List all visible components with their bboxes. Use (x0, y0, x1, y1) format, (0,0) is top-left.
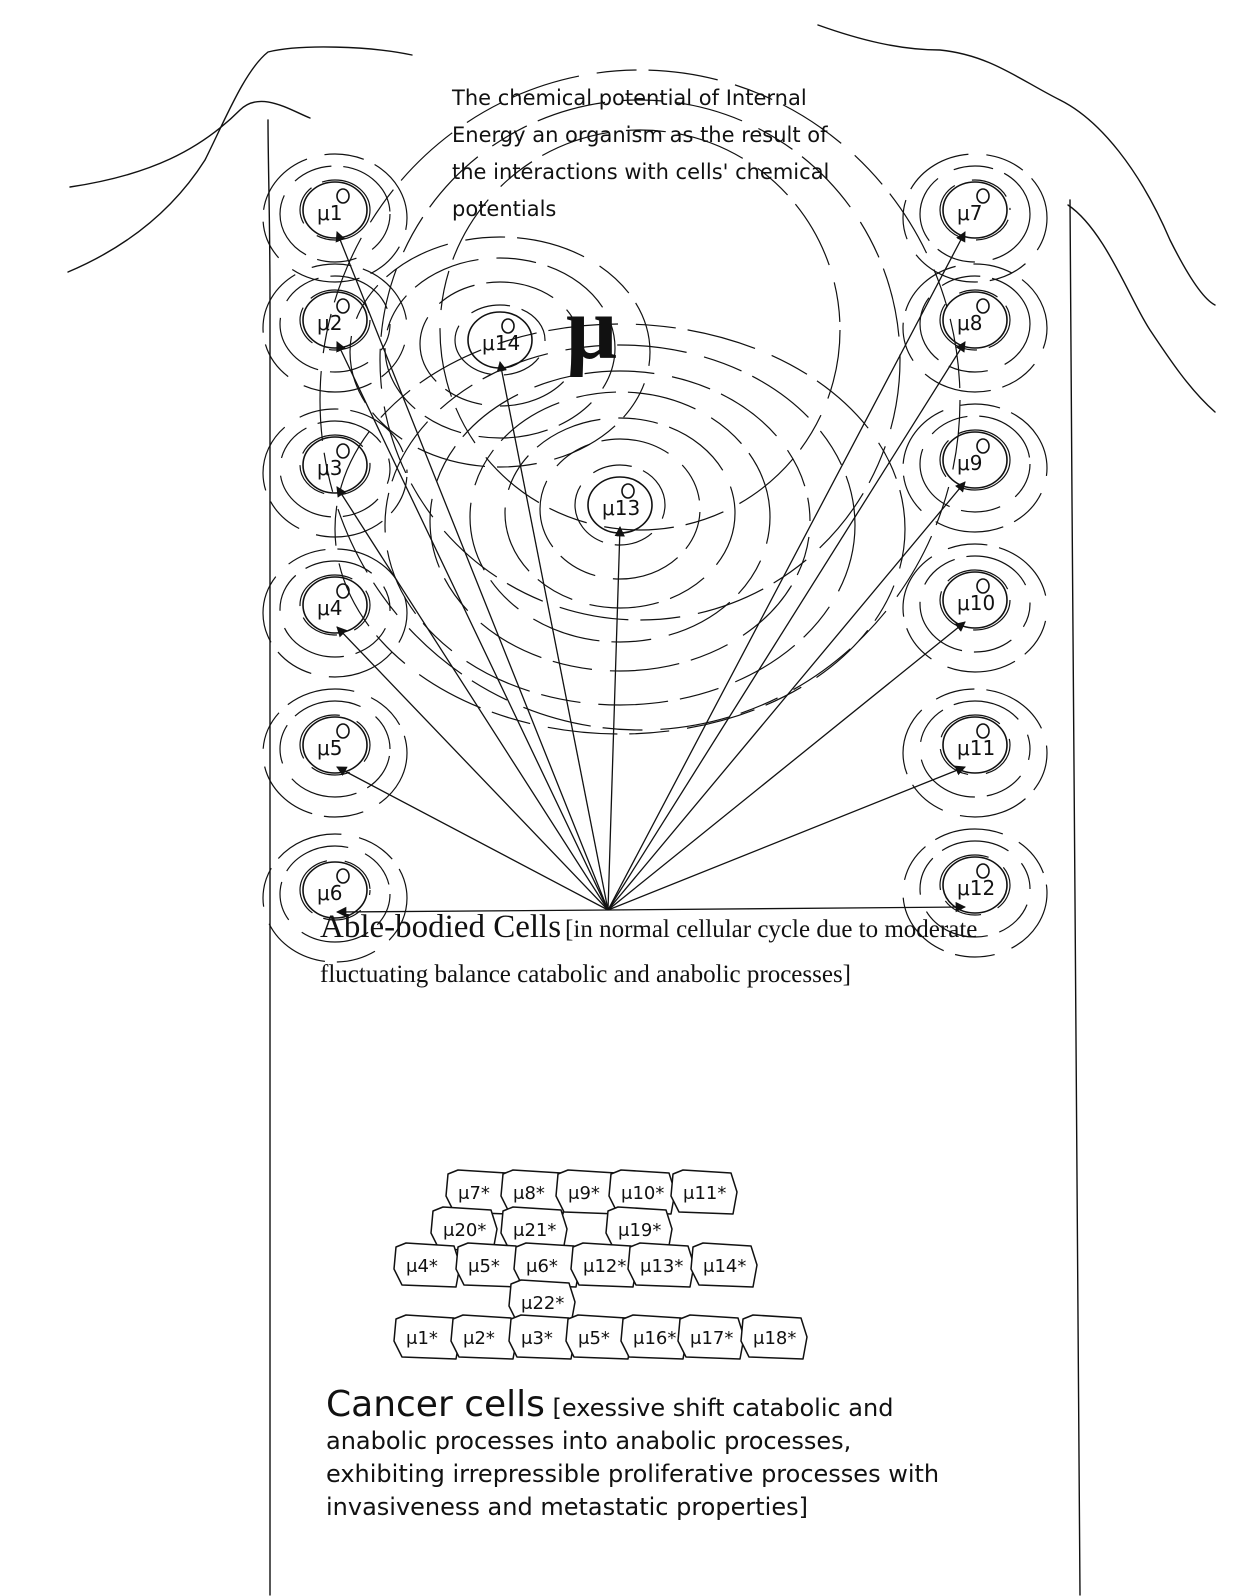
cancer-cell (621, 1315, 687, 1359)
cancer-cell (509, 1315, 575, 1359)
able-bodied-cells (303, 182, 1007, 918)
cancer-cell-label: μ13* (640, 1256, 684, 1277)
cell-label: μ8 (957, 311, 983, 335)
cell-label: μ4 (317, 596, 343, 620)
able-cell (943, 432, 1007, 488)
cancer-cell-label: μ17* (690, 1328, 734, 1349)
able-cell (943, 717, 1007, 773)
cancer-cell-label: μ5* (578, 1328, 610, 1349)
cancer-cell (571, 1243, 637, 1287)
cell-label: μ10 (957, 591, 996, 615)
cancer-cell-label: μ3* (521, 1328, 553, 1349)
cancer-cell (394, 1315, 460, 1359)
cancer-cell-label: μ14* (703, 1256, 747, 1277)
interaction-arrow (608, 232, 965, 910)
able-bodied-title: Able-bodied Cells (320, 909, 562, 945)
able-bodied-description: [in normal cellular cycle due to moderate fluctuating balance catabolic and anabolic processes] (320, 916, 978, 988)
cell-label: μ5 (317, 736, 343, 760)
cancer-cell-label: μ19* (618, 1220, 662, 1241)
cell-label: μ3 (317, 456, 343, 480)
interaction-arrow (608, 767, 965, 910)
able-cell (943, 572, 1007, 628)
cancer-cell (451, 1315, 517, 1359)
cell-label: μ13 (602, 496, 641, 520)
cell-label: μ12 (957, 876, 996, 900)
cancer-cell-label: μ8* (513, 1183, 545, 1204)
cancer-title: Cancer cells (326, 1384, 545, 1425)
cancer-cell (671, 1170, 737, 1214)
cancer-cell (691, 1243, 757, 1287)
interaction-arrow (608, 622, 965, 910)
cancer-caption (326, 1384, 966, 1524)
cancer-cell-label: μ10* (621, 1183, 665, 1204)
contour-ring (430, 371, 810, 671)
able-cell (303, 577, 367, 633)
cell-label: μ11 (957, 736, 996, 760)
cancer-cell (456, 1243, 522, 1287)
able-cell (303, 182, 367, 238)
interaction-arrows (337, 232, 965, 912)
interaction-arrow (608, 482, 965, 910)
able-cell (943, 857, 1007, 913)
interaction-arrow (608, 342, 965, 910)
cancer-cell-label: μ1* (406, 1328, 438, 1349)
organism-potential-note: The chemical potential of Internal Energy an organism as the result of the interactions with cells' chemical potentials (452, 86, 830, 221)
cancer-cell-cluster (394, 1170, 807, 1359)
interaction-arrow (337, 767, 608, 910)
cancer-cell (678, 1315, 744, 1359)
cancer-cell-label: μ5* (468, 1256, 500, 1277)
cancer-cell (741, 1315, 807, 1359)
cancer-cell-label: μ12* (583, 1256, 627, 1277)
cancer-cell-label: μ20* (443, 1220, 487, 1241)
cancer-cell-label: μ16* (633, 1328, 677, 1349)
contour-ring (385, 345, 855, 705)
cancer-cell-label: μ7* (458, 1183, 490, 1204)
able-cell (468, 312, 532, 368)
interaction-arrow (337, 627, 608, 910)
able-cell (588, 477, 652, 533)
able-cell (943, 182, 1007, 238)
body-outline (68, 25, 1215, 1595)
able-cell (943, 292, 1007, 348)
cell-label: μ2 (317, 311, 343, 335)
cancer-cell-label: μ18* (753, 1328, 797, 1349)
cell-label: μ7 (957, 201, 983, 225)
cancer-cell-label: μ22* (521, 1293, 565, 1314)
interaction-arrow (500, 362, 608, 910)
cancer-cell (628, 1243, 694, 1287)
cell-label: μ9 (957, 451, 983, 475)
able-cell (303, 437, 367, 493)
organism-mu-symbol: μ (566, 279, 618, 378)
cancer-cell-label: μ21* (513, 1220, 557, 1241)
cancer-cell-label: μ9* (568, 1183, 600, 1204)
able-cell (303, 717, 367, 773)
cancer-cell-label: μ6* (526, 1256, 558, 1277)
able-bodied-caption (320, 906, 1080, 999)
interaction-arrow (608, 527, 620, 910)
cancer-cell-label: μ4* (406, 1256, 438, 1277)
cell-label: μ14 (482, 331, 521, 355)
cancer-description: [exessive shift catabolic and anabolic processes into anabolic processes, exhibiting irrepressible proliferative processes with invasiveness and metastatic properties] (326, 1394, 940, 1521)
cancer-cell-label: μ2* (463, 1328, 495, 1349)
cell-label: μ6 (317, 881, 343, 905)
cancer-cell-label: μ11* (683, 1183, 727, 1204)
cell-label: μ1 (317, 201, 343, 225)
cancer-cell (394, 1243, 460, 1287)
